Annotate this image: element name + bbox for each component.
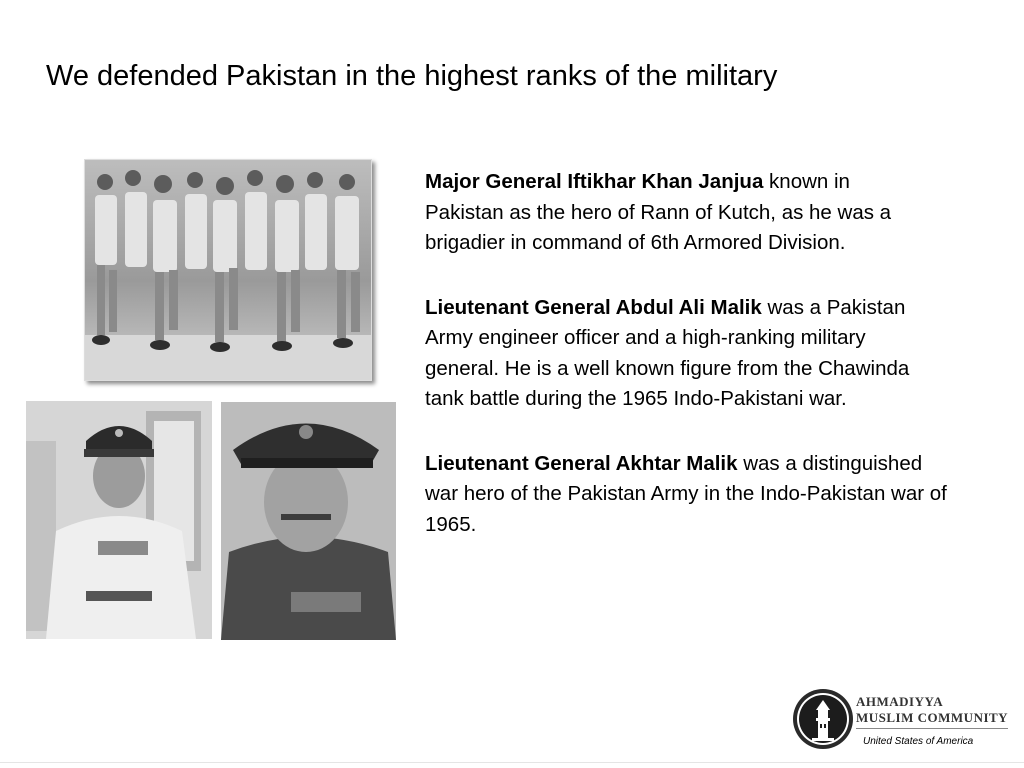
logo-line-muslim-community: MUSLIM COMMUNITY [856,710,1009,725]
bio-name: Lieutenant General Akhtar Malik [425,451,738,475]
bio-text: was a distinguished war hero of the Pakistan Army in the Indo-Pakistan war of 1965. [425,451,947,536]
logo-divider [856,728,1008,729]
janjua-portrait [26,401,212,639]
bio-text: was a Pakistan Army engineer officer and a high-ranking military general. He is a well known figure from the Chawinda tank battle during the 1965 Indo-Pakistani war. [425,295,910,410]
parade-photo [84,159,372,381]
bottom-divider [0,762,1024,763]
malik-portrait [221,402,396,640]
bio-name: Lieutenant General Abdul Ali Malik [425,295,762,319]
bios [425,167,955,574]
bio-name: Major General Iftikhar Khan Janjua [425,170,764,193]
ahmadiyya-logo [790,688,1012,754]
bio-akhtar-malik [425,449,955,541]
logo-line-usa: United States of America [863,736,974,747]
bio-text: known in Pakistan as the hero of Rann of Kutch, as he was a brigadier in command of 6th Armored Division. [425,170,892,254]
bio-janjua [425,167,930,259]
minaret-emblem-icon [792,688,854,750]
logo-line-ahmadiyya: AHMADIYYA [856,694,944,709]
bio-abdul-ali-malik [425,293,920,415]
slide-title: We defended Pakistan in the highest ranks of the military [46,60,778,92]
